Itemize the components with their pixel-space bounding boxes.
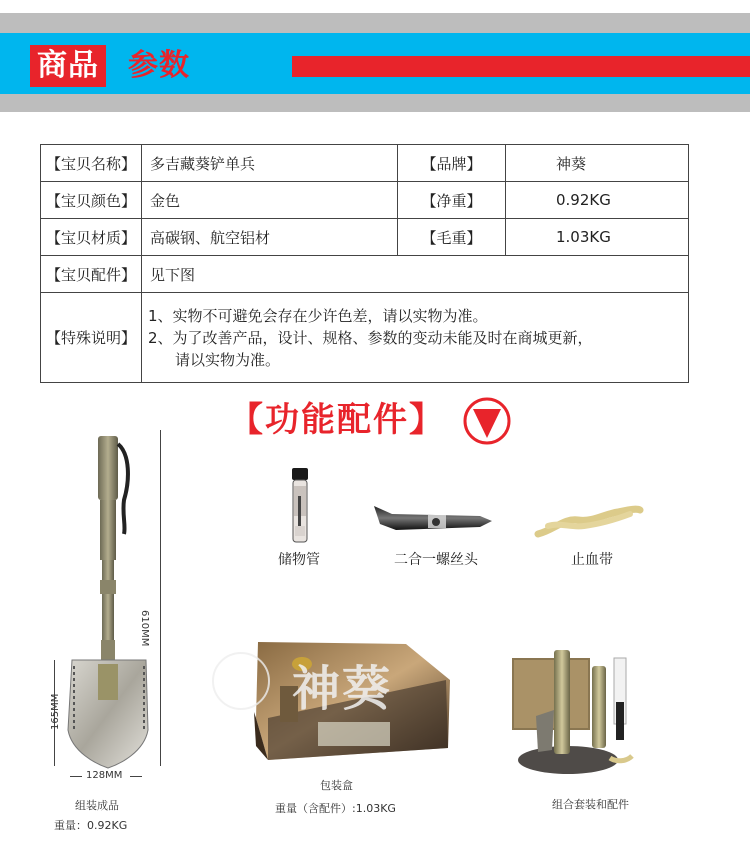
dimension-line-blade-width-right (130, 776, 142, 777)
dimension-line-blade-width-left (70, 776, 82, 777)
storage-tube-image (288, 466, 312, 546)
package-weight: 重量（含配件）:1.03KG (275, 802, 396, 815)
accessory-label-screw-head: 二合一螺丝头 (394, 552, 478, 568)
tourniquet-image (534, 500, 644, 540)
package-caption: 包装盒 (320, 779, 353, 792)
spec-value-color: 金色 (142, 182, 398, 219)
down-triangle-icon (462, 396, 512, 446)
header-band-top (0, 13, 750, 33)
spec-value-brand: 神葵 (506, 145, 689, 182)
spec-label-brand: 【品牌】 (398, 145, 506, 182)
spec-row-name (41, 145, 689, 182)
note-line-2: 2、为了改善产品，设计、规格、参数的变动未能及时在商城更新， (148, 328, 593, 347)
spec-row-material (41, 219, 689, 256)
header-band-bottom (0, 94, 750, 112)
dimension-blade-width: 128MM (86, 770, 123, 781)
combined-set-image (506, 640, 656, 780)
spec-row-notes (41, 293, 689, 383)
header-red-bar (292, 56, 750, 77)
watermark-text: 神葵 (292, 661, 393, 717)
spec-value-gross-weight: 1.03KG (506, 219, 689, 256)
dimension-blade-height: 165MM (50, 693, 61, 730)
spec-label-net-weight: 【净重】 (398, 182, 506, 219)
watermark-seal-icon (212, 652, 270, 710)
spec-label-accessories: 【宝贝配件】 (41, 256, 142, 293)
spec-notes (142, 293, 689, 383)
spec-value-name: 多吉藏葵铲单兵 (142, 145, 398, 182)
spec-label-notes: 【特殊说明】 (41, 293, 142, 383)
spec-value-accessories: 见下图 (142, 256, 689, 293)
accessory-label-tourniquet: 止血带 (571, 552, 613, 568)
spec-value-material: 高碳钢、航空铝材 (142, 219, 398, 256)
section-title: 【功能配件】 (229, 400, 445, 440)
screw-head-image (372, 500, 494, 538)
spec-label-material: 【宝贝材质】 (41, 219, 142, 256)
dimension-line-length (160, 430, 161, 766)
dimension-length: 610MM (139, 610, 150, 647)
spec-table (40, 144, 689, 383)
spec-row-color (41, 182, 689, 219)
header-title-highlight: 商品 (30, 45, 106, 87)
note-line-3: 请以实物为准。 (175, 350, 281, 369)
header-title: 参数 (128, 48, 190, 83)
set-caption: 组合套装和配件 (552, 798, 629, 811)
product-caption: 组装成品 (75, 799, 119, 812)
spec-value-net-weight: 0.92KG (506, 182, 689, 219)
spec-row-accessories (41, 256, 689, 293)
shovel-image (60, 430, 160, 770)
spec-label-name: 【宝贝名称】 (41, 145, 142, 182)
product-weight: 重量：0.92KG (54, 819, 128, 832)
spec-label-color: 【宝贝颜色】 (41, 182, 142, 219)
accessory-label-storage-tube: 储物管 (278, 552, 320, 568)
spec-label-gross-weight: 【毛重】 (398, 219, 506, 256)
note-line-1: 1、实物不可避免会存在少许色差，请以实物为准。 (148, 306, 488, 325)
